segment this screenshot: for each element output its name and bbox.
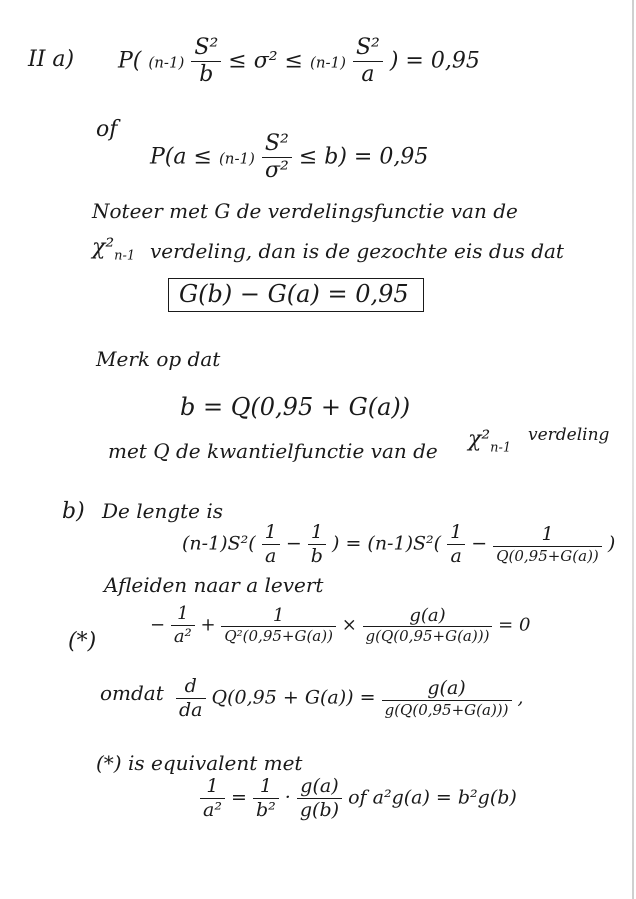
part-b-label: b)	[62, 499, 85, 524]
equation-5: − $\frac{1}{\text{a²}}$ + $\frac{1}{\text{Q²(0,95+G(a))}}$ × $\frac{g(a)}{g(Q(0,95+G(a)))}$ = 0	[150, 603, 531, 647]
text-merk-op: Merk op dat	[96, 347, 221, 371]
equation-3: b = Q(0,95 + G(a))	[180, 393, 411, 421]
scan-edge	[632, 0, 634, 899]
text-equivalent: (*) is equivalent met	[96, 751, 303, 775]
text-noteer: Noteer met G de verdelingsfunctie van de	[92, 199, 518, 223]
eq1-n1: (n-1)	[148, 53, 185, 72]
eq1-mid: ≤ σ² ≤	[228, 48, 303, 74]
chi-square-1: $\chi^2_{n-1}$	[92, 235, 136, 264]
text-met-q: met Q de kwantielfunctie van de	[108, 439, 438, 463]
eq1-frac-a: $\frac{\text{S²}}{a}$	[353, 36, 383, 87]
eq1-frac-b: $\frac{\text{S²}}{b}$	[191, 36, 221, 87]
equation-1	[118, 36, 480, 87]
text-omdat: omdat	[100, 681, 164, 705]
eq1-n2: (n-1)	[309, 53, 346, 72]
equation-4: (n-1)S²( $\frac{1}{a}$ − $\frac{1}{b}$ ) = (n-1)S²( $\frac{1}{a}$ − $\frac{1}{Q(0,95+G(a))}$ )	[182, 521, 616, 567]
boxed-equation: G(b) − G(a) = 0,95	[168, 278, 424, 312]
equation-7: $\frac{1}{\text{a²}}$ = $\frac{1}{\text{b²}}$ · $\frac{g(a)}{g(b)}$ of a²g(a) = b²g(b)	[200, 776, 517, 821]
eq1-lhs: P(	[118, 48, 142, 74]
equation-6: $\frac{d}{da}$ Q(0,95 + G(a)) = $\frac{g(a)}{g(Q(0,95+G(a)))}$ ,	[176, 676, 524, 721]
chi-square-2: $\chi^2_{n-1}$	[468, 427, 512, 456]
part-a-label: II a)	[28, 47, 75, 72]
eq2-frac: $\frac{\text{S²}}{\text{σ²}}$	[262, 132, 292, 183]
text-lengte: De lengte is	[102, 499, 224, 523]
star-label-1: (*)	[68, 629, 97, 654]
text-verdeling-2: verdeling	[528, 425, 610, 445]
text-afleiden: Afleiden naar a levert	[104, 573, 324, 597]
of-1: of	[96, 117, 118, 142]
equation-2: P(a ≤ (n-1) $\frac{\text{S²}}{\text{σ²}}$ ≤ b) = 0,95	[150, 131, 429, 184]
eq1-rhs: ) = 0,95	[389, 48, 480, 74]
text-verdeling: verdeling, dan is de gezochte eis dus dat	[150, 239, 564, 263]
